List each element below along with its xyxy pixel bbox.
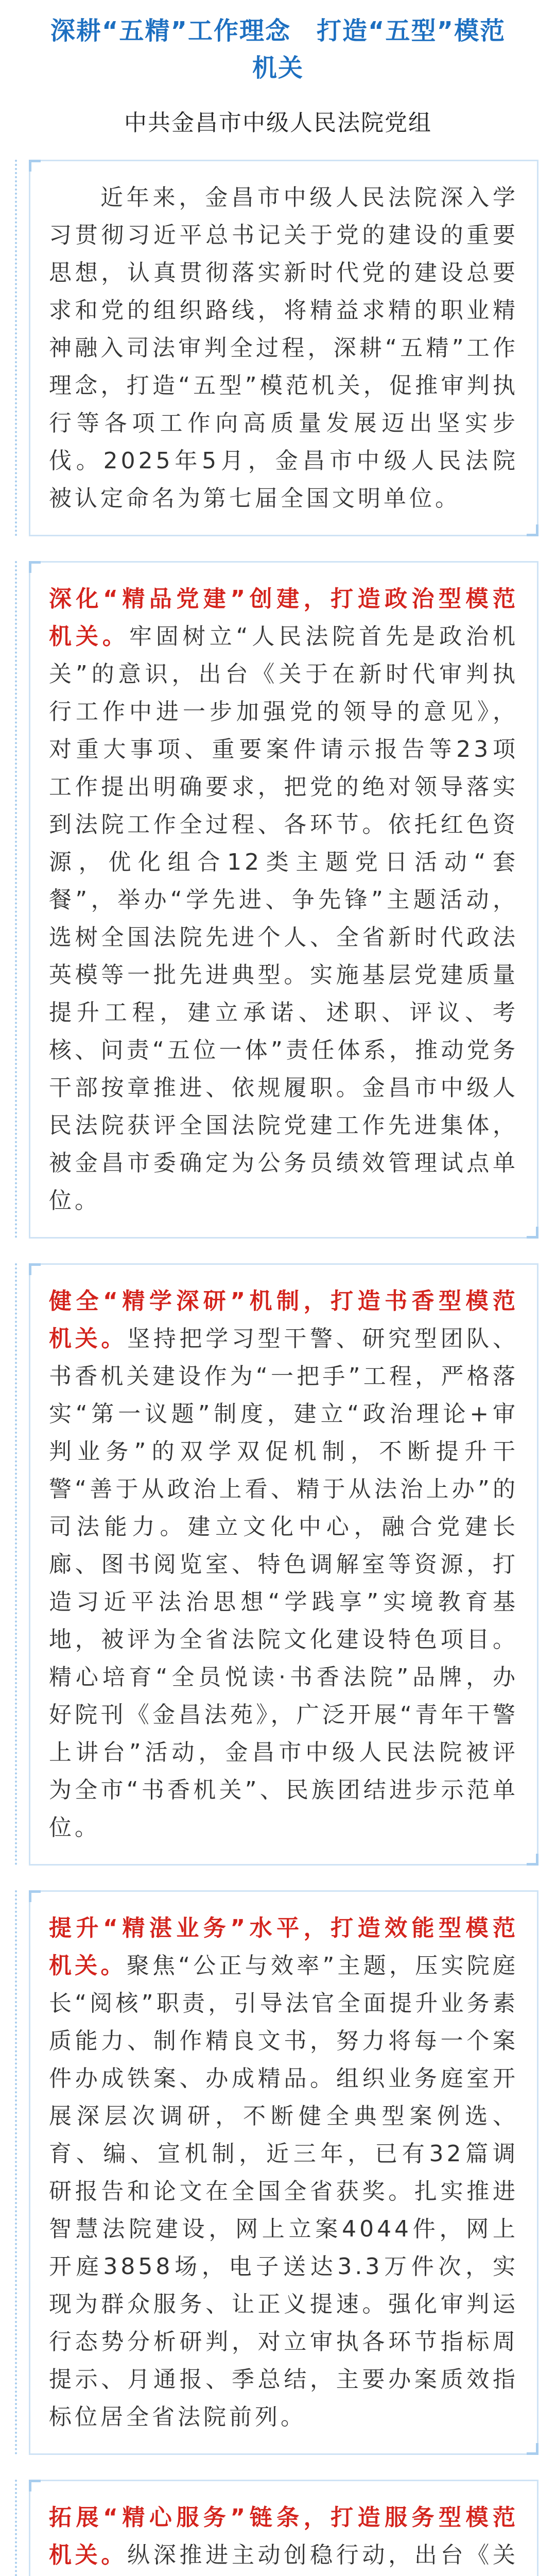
section-heading: 健全“精学深研”机制，打造书香型模范机关。: [49, 1288, 518, 1352]
article-author: 中共金昌市中级人民法院党组: [124, 110, 432, 136]
section-paragraph: [49, 1909, 518, 2436]
card-corner-mark: [527, 524, 538, 536]
intro-paragraph: 近年来，金昌市中级人民法院深入学习贯彻习近平总书记关于党的建设的重要思想，认真贯彻落实新时代党的建设总要求和党的组织路线，将精益求精的职业精神融入司法审判全过程，深耕“五精”工作理念，打造“五型”模范机关，促推审判执行等各项工作向高质量发展迈出坚实步伐。2025年5月，金昌市中级人民法院被认定命名为第七届全国文明单位。: [49, 184, 518, 512]
article-title-line-2: 机关: [252, 54, 304, 82]
section-body: 坚持把学习型干警、研究型团队、书香机关建设作为“一把手”工程，严格落实“第一议题”制度，建立“政治理论+审判业务”的双学双促机制，不断提升干警“善于从政治上看、精于从法治上办”的司法能力。建立文化中心，融合党建长廊、图书阅览室、特色调解室等资源，打造习近平法治思想“学践享”实境教育基地，被评为全省法院文化建设特色项目。精心培育“全员悦读·书香法院”品牌，办好院刊《金昌法苑》，广泛开展“青年干警上讲台”活动，金昌市中级人民法院被评为全市“书香机关”、民族团结进步示范单位。: [49, 1326, 519, 1841]
section-heading: 深化“精品党建”创建，打造政治型模范机关。: [49, 586, 518, 650]
card-dotted-line: [15, 2480, 17, 2576]
section-heading: 提升“精湛业务”水平，打造效能型模范机关。: [49, 1915, 518, 1979]
card-corner-mark: [29, 160, 41, 172]
section-paragraph: [49, 2499, 518, 2576]
section-card-efficiency: [29, 1890, 538, 2455]
card-corner-mark: [29, 1890, 41, 1902]
section-paragraph: [49, 1282, 518, 1846]
card-corner-mark: [527, 1854, 538, 1866]
section-body: 纵深推进主动创稳行动，出台《关: [127, 2542, 519, 2568]
section-card-political: [29, 561, 538, 1239]
article-title-line-1: 深耕“五精”工作理念 打造“五型”模范: [50, 16, 506, 45]
card-dotted-line: [15, 561, 17, 1239]
card-dotted-line: [15, 1263, 17, 1866]
card-corner-mark: [29, 1263, 41, 1275]
section-paragraph: [49, 580, 518, 1219]
card-corner-mark: [29, 561, 41, 573]
card-corner-mark: [527, 1227, 538, 1239]
section-card-scholarly: [29, 1263, 538, 1866]
card-corner-mark: [29, 2480, 41, 2492]
card-dotted-line: [15, 1890, 17, 2455]
article-title: [21, 12, 535, 87]
intro-card: [29, 160, 538, 536]
card-dotted-line: [15, 160, 17, 536]
section-body: 牢固树立“人民法院首先是政治机关”的意识，出台《关于在新时代审判执行工作中进一步加强党的领导的意见》，对重大事项、重要案件请示报告等23项工作提出明确要求，把党的绝对领导落实到法院工作全过程、各环节。依托红色资源，优化组合12类主题党日活动“套餐”，举办“学先进、争先锋”主题活动，选树全国法院先进个人、全省新时代政法英模等一批先进典型。实施基层党建质量提升工程，建立承诺、述职、评议、考核、问责“五位一体”责任体系，推动党务干部按章推进、依规履职。金昌市中级人民法院获评全国法院党建工作先进集体，被金昌市委确定为公务员绩效管理试点单位。: [49, 623, 518, 1214]
section-card-service: [29, 2480, 538, 2576]
section-heading: 拓展“精心服务”链条，打造服务型模范机关。: [49, 2504, 518, 2568]
card-corner-mark: [527, 2443, 538, 2455]
section-body: 聚焦“公正与效率”主题，压实院庭长“阅核”职责，引导法官全面提升业务素质能力、制作精良文书，努力将每一个案件办成铁案、办成精品。组织业务庭室开展深层次调研，不断健全典型案例选、育、编、宣机制，近三年，已有32篇调研报告和论文在全国全省获奖。扎实推进智慧法院建设，网上立案4044件，网上开庭3858场，电子送达3.3万件次，实现为群众服务、让正义提速。强化审判运行态势分析研判，对立审执各环节指标周提示、月通报、季总结，主要办案质效指标位居全省法院前列。: [49, 1953, 518, 2430]
